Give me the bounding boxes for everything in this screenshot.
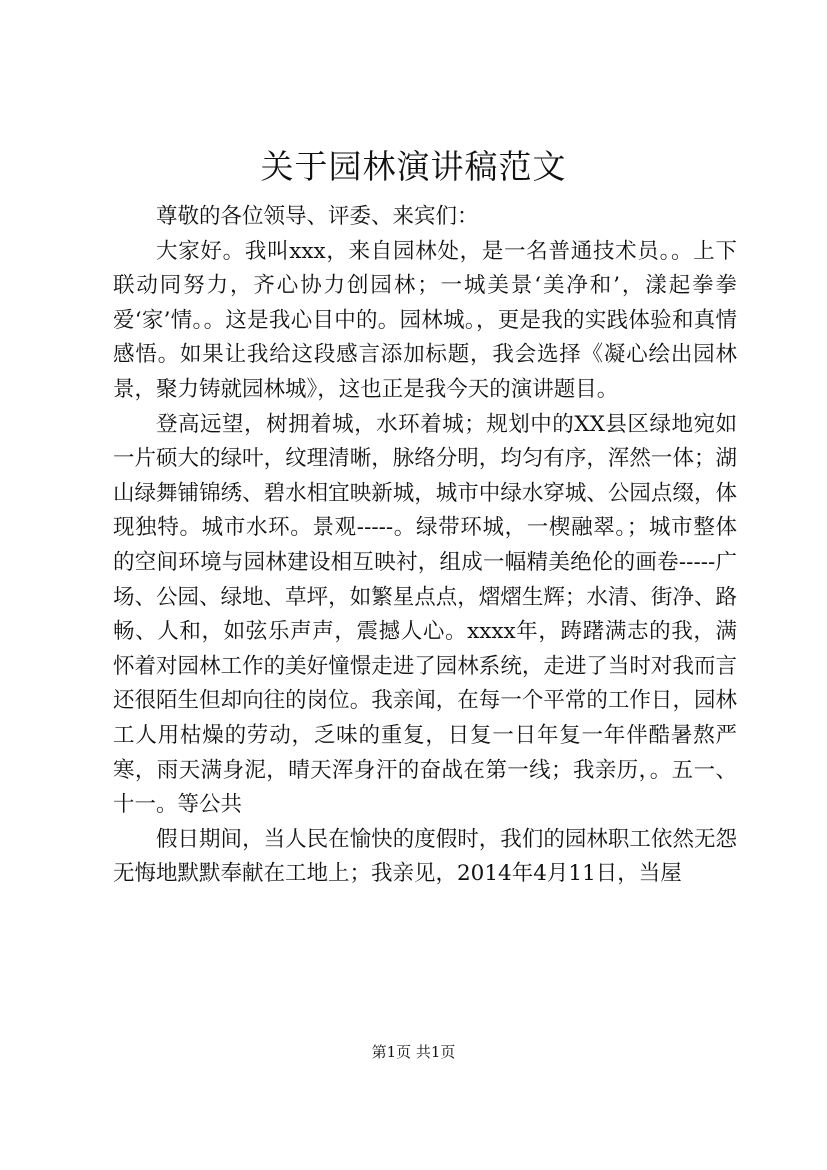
document-body [113, 200, 737, 892]
body-paragraph-3: 假日期间，当人民在愉快的度假时，我们的园林职工依然无怨无悔地默默奉献在工地上；我亲见，2014年4月11日，当屋 [113, 826, 737, 887]
salutation-paragraph: 尊敬的各位领导、评委、来宾们： [156, 204, 479, 229]
document-title: 关于园林演讲稿范文 [260, 147, 567, 186]
body-paragraph-1: 大家好。我叫xxx，来自园林处，是一名普通技术员。。上下联动同努力，齐心协力创园林；一城美景‘美净和’，漾起拳拳爱‘家’情。。这是我心目中的。园林城。，更是我的实践体验和真情感悟。如果让我给这段感言添加标题，我会选择《凝心绘出园林景，聚力铸就园林城》，这也正是我今天的演讲题目。 [113, 238, 737, 402]
page-footer: 第1页 共1页 [371, 1043, 456, 1061]
body-paragraph-2: 登高远望，树拥着城，水环着城；规划中的XX县区绿地宛如一片硕大的绿叶，纹理清晰，脉络分明，均匀有序，浑然一体；湖山绿舞铺锦绣、碧水相宜映新城，城市中绿水穿城、公园点缀，体现独特。城市水环。景观-----。绿带环城，一楔融翠。；城市整体的空间环境与园林建设相互映衬，组成一幅精美绝伦的画卷-----广场、公园、绿地、草坪，如繁星点点，熠熠生辉；水清、街净、路畅、人和，如弦乐声声，震撼人心。xxxx年，踌躇满志的我，满怀着对园林工作的美好憧憬走进了园林系统，走进了当时对我而言还很陌生但却向往的岗位。我亲闻，在每一个平常的工作日，园林工人用枯燥的劳动，乏味的重复，日复一日年复一年伴酷暑熬严寒，雨天满身泥，晴天浑身汗的奋战在第一线；我亲历，。五一、十一。等公共 [113, 411, 737, 818]
